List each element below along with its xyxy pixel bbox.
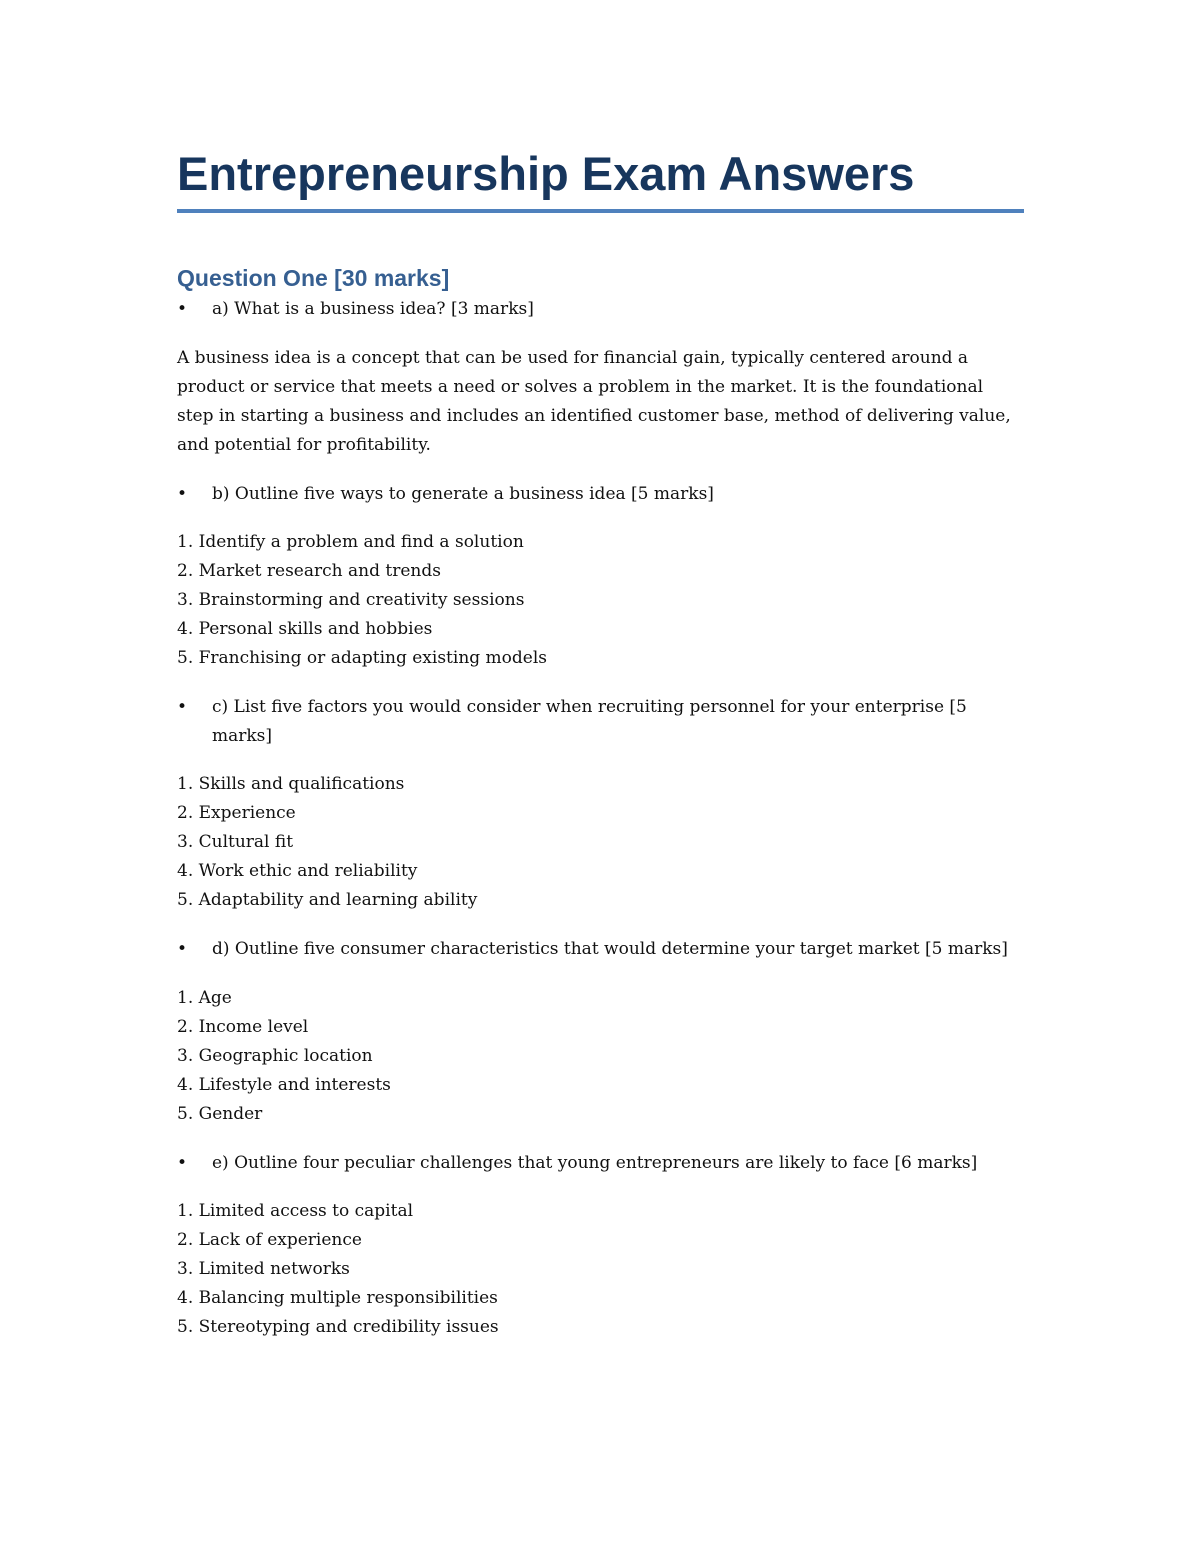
list-item: 2. Experience xyxy=(177,803,296,823)
question-e-text: e) Outline four peculiar challenges that young entrepreneurs are likely to face [6 marks] xyxy=(212,1152,978,1173)
list-item: 2. Income level xyxy=(177,1016,309,1037)
question-b-text: b) Outline five ways to generate a business idea [5 marks] xyxy=(212,483,714,504)
question-one-heading: Question One [30 marks] xyxy=(177,265,450,291)
list-item: 4. Personal skills and hobbies xyxy=(177,619,433,639)
list-item: 3. Geographic location xyxy=(177,1045,373,1066)
bullet-icon: • xyxy=(177,939,188,959)
list-item: 5. Gender xyxy=(177,1103,263,1124)
question-b-answer-list xyxy=(177,528,1024,673)
question-e-prompt xyxy=(177,1149,1024,1178)
list-item: 5. Stereotyping and credibility issues xyxy=(177,1317,499,1337)
list-item: 3. Cultural fit xyxy=(177,832,294,852)
list-item: 1. Skills and qualifications xyxy=(177,774,405,794)
bullet-icon: • xyxy=(177,299,188,319)
question-a-text: a) What is a business idea? [3 marks] xyxy=(212,299,534,319)
list-item: 1. Age xyxy=(177,987,232,1008)
list-item: 4. Balancing multiple responsibilities xyxy=(177,1288,498,1308)
list-item: 1. Limited access to capital xyxy=(177,1201,414,1221)
bullet-icon: • xyxy=(177,483,188,504)
bullet-icon: • xyxy=(177,697,188,717)
question-c-answer-list xyxy=(177,770,1024,915)
question-b-prompt xyxy=(177,480,1024,509)
question-a-answer: A business idea is a concept that can be used for financial gain, typically centered around a product or service that meets a need or solves a problem in the market. It is the foundational step in starting a business and includes an identified customer base, method of delivering value, and potential for profitability. xyxy=(177,347,1011,455)
list-item: 5. Adaptability and learning ability xyxy=(177,890,478,910)
question-e-answer-list xyxy=(177,1197,1024,1342)
list-item: 2. Market research and trends xyxy=(177,561,441,581)
document-content xyxy=(177,143,1024,1362)
question-d-prompt xyxy=(177,935,1024,964)
bullet-icon: • xyxy=(177,1152,188,1173)
question-a-prompt xyxy=(177,295,1024,324)
question-c-prompt xyxy=(177,693,1024,750)
title-underline-rule xyxy=(177,209,1024,213)
list-item: 2. Lack of experience xyxy=(177,1230,362,1250)
list-item: 3. Brainstorming and creativity sessions xyxy=(177,590,525,610)
list-item: 4. Lifestyle and interests xyxy=(177,1074,391,1095)
question-d-text: d) Outline five consumer characteristics that would determine your target market [5 marks] xyxy=(212,939,1008,959)
document-title: Entrepreneurship Exam Answers xyxy=(177,147,915,200)
question-d-answer-list xyxy=(177,984,1024,1129)
list-item: 5. Franchising or adapting existing models xyxy=(177,648,548,668)
list-item: 1. Identify a problem and find a solution xyxy=(177,532,524,552)
list-item: 3. Limited networks xyxy=(177,1259,350,1279)
question-c-text: c) List five factors you would consider when recruiting personnel for your enterprise [5 marks] xyxy=(212,697,967,746)
list-item: 4. Work ethic and reliability xyxy=(177,861,418,881)
